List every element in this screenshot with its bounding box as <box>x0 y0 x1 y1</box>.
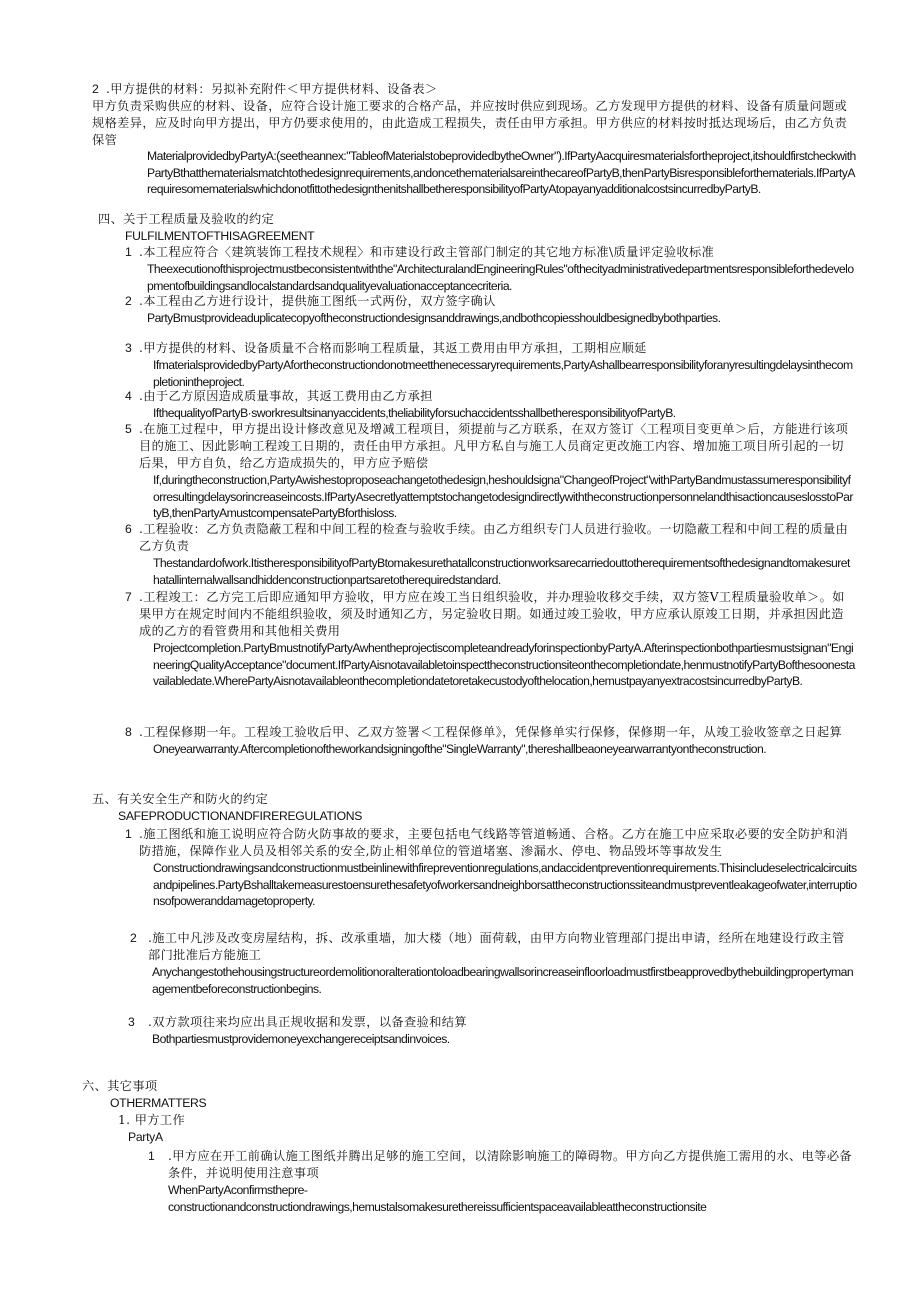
item-title-zh: .甲方提供的材料：另拟补充附件＜甲方提供材料、设备表＞ <box>106 82 438 96</box>
item-text-en: Theexecutionofthisprojectmustbeconsistentwiththe"ArchitecturalandEngineeringRules"ofthecityadministrativedepartmentsresponsibleforthedevelopmentofbuildingsandlocalstandardsandqualityevaluationacceptancecriteria. <box>147 262 854 293</box>
item-body-en: MaterialprovidedbyPartyA:(seetheannex:"TableofMaterialstobeprovidedbytheOwner").IfPartyAacquiresmaterialsfortheproject,itshouldfirstcheckwithPartyBthatthematerialsmatchtothedesignrequirements,andoncethematerialsareinthecareofPartyB,thenPartyBisresponsibleforthematerials.IfPartyArequiresomematerialswhichdonotfittothedesignthenitshallbetheresponsibilityofPartyAtopayanyadditionalcostsincurredbyPartyB. <box>147 149 856 196</box>
item-text-en: Thestandardofwork.ItistheresponsibilityofPartyBtomakesurethatallconstructionworksarecarriedouttotherequirementsofthedesignandtomakesurethatallinternalwallsandhiddenconstructionpartsaretotherequiredstandard. <box>153 556 850 587</box>
item-number: 4 <box>125 389 132 403</box>
item-text-en: If,duringtheconstruction,PartyAwishestoproposeachangetothedesign,heshouldsigna"ChangeofProject"withPartyBandmustassumeresponsibilityforresultingdelaysorincreaseincosts.IfPartyAsecretlyattemptstochangetodesigndirectlywiththeconstructionpersonnelandthisactioncauseslosstoPartyB,thenPartyAmustcompensatePartyBforthisloss. <box>153 473 853 520</box>
section-6-heading-en: OTHERMATTERS <box>110 1096 207 1110</box>
sec6-item-1 <box>148 1148 856 1218</box>
item-text-zh: .工程保修期一年。工程竣工验收后甲、乙双方签署＜工程保修单》，凭保修单实行保修，保修期一年，从竣工验收签章之日起算 <box>139 725 843 739</box>
sec4-item-8 <box>125 724 855 792</box>
item-number: 1 <box>125 827 132 841</box>
item-number: 2 <box>125 294 132 308</box>
item-number: 3 <box>128 1015 135 1029</box>
item-number: 3 <box>125 341 132 355</box>
item-text-en: IfmaterialsprovidedbyPartyAfortheconstructiondonotmeetthenecessaryrequirements,PartyAshallbearresponsibilityforanyresultingdelaysinthecompletionintheproject. <box>153 358 853 389</box>
section-6-heading-zh: 六、其它事项 <box>82 1079 158 1093</box>
sec4-item-1 <box>125 244 855 294</box>
section-5-heading-zh: 五、有关安全生产和防火的约定 <box>92 792 269 806</box>
item-text-zh: .施工中凡涉及改变房屋结构，拆、改承重墙，加大楼（地）面荷载，由甲方向物业管理部门提出申请，经所在地建设行政主管部门批准后方能施工 <box>148 931 845 962</box>
item-text-en-line-2: constructionandconstructiondrawings,hemustalsomakesurethereissufficientspaceavailableattheconstructionsite <box>168 1199 707 1214</box>
sec4-item-6 <box>125 521 855 589</box>
item-text-zh: .甲方应在开工前确认施工图纸并腾出足够的施工空间，以清除影响施工的障碍物。甲方向乙方提供施工需用的水、电等必备条件，并说明使用注意事项 <box>168 1149 852 1180</box>
item-text-zh: .甲方提供的材料、设备质量不合格而影响工程质量，其返工费用由甲方承担，工期相应顺延 <box>139 341 647 355</box>
item-text-en: IfthequalityofPartyB·sworkresultsinanyaccidents,theliabilityforsuchaccidentsshallbetheresponsibilityofPartyB. <box>153 406 676 420</box>
item-number: 2 <box>92 82 99 96</box>
sec4-item-2 <box>125 293 855 343</box>
item-body-zh: 甲方负责采购供应的材料、设备，应符合设计施工要求的合格产品，并应按时供应到现场。乙方发现甲方提供的材料、设备有质量问题或规格差异，应及时向甲方提出，甲方仍要求使用的，由此造成工程损失，责任由甲方承担。甲方供应的材料按时抵达现场后，由乙方负责保管 <box>92 99 848 147</box>
sec4-item-4 <box>125 388 855 422</box>
item-text-en: Constructiondrawingsandconstructionmustbeinlinewithfirepreventionregulations,andaccidentpreventionrequirements.Thisincludeselectricalcircuitsandpipelines.PartyBshalltakemeasurestoensurethesafetyofworkersandneighborsattheconstructionssiteandmustpreventleakageofwater,interruptionsofpoweranddamagetoproperty. <box>153 861 857 908</box>
item-text-en: PartyBmustprovideaduplicatecopyoftheconstructiondesignsanddrawings,andbothcopiesshouldbesignedbybothparties. <box>147 311 721 325</box>
sec5-item-1 <box>125 826 857 928</box>
item-text-zh: .施工图纸和施工说明应符合防火防事故的要求，主要包括电气线路等管道畅通、合格。乙方在施工中应采取必要的安全防护和消防措施，保障作业人员及相邻关系的安全,防止相邻单位的管道堵塞、渗漏水、停电、物品毁坏等事故发生 <box>139 827 849 858</box>
item-text-en: Anychangestothehousingstructureordemolitionoralterationtoloadbearingwallsorincreaseinfloorloadmustfirstbeapprovedbythebuildingpropertymanagementbeforeconstructionbegins. <box>152 965 854 996</box>
subsection-heading-en: PartyA <box>128 1130 163 1144</box>
item-text-zh: .本工程应符合〈建筑装饰工程技术规程〉和市建设行政主管部门制定的其它地方标准\质量评定验收标准 <box>139 245 715 259</box>
sec4-item-5 <box>125 421 855 521</box>
item-text-en: Bothpartiesmustprovidemoneyexchangereceiptsandinvoices. <box>152 1032 450 1046</box>
item-number: 5 <box>125 422 132 436</box>
item-number: 1 <box>148 1149 155 1163</box>
item-text-en-line-1: WhenPartyAconfirmsthepre- <box>168 1183 308 1197</box>
sec4-item-3 <box>125 340 855 390</box>
section-5-heading-en: SAFEPRODUCTIONANDFIREREGULATIONS <box>118 809 363 823</box>
item-text-zh: .由于乙方原因造成质量事故，其返工费用由乙方承担 <box>139 389 433 403</box>
subsection-heading-zh: 1. 甲方工作 <box>118 1113 186 1127</box>
item-text-zh: .在施工过程中，甲方提出设计修改意见及增减工程项目，须提前与乙方联系，在双方签订〈工程项目变更单＞后，方能进行该项目的施工、因此影响工程竣工日期的，责任由甲方承担。凡甲方私自与施工人员商定更改施工内容、增加施工项目所引起的一切后果，甲方自负，给乙方造成损失的，甲方应予赔偿 <box>139 422 849 470</box>
section-4-heading-zh: 四、关于工程质量及验收的约定 <box>98 212 275 226</box>
item-text-en: Projectcompletion.PartyBmustnotifyPartyAwhentheprojectiscompleteandreadyforinspectionbyPartyA.Afterinspectionbothpartiesmustsignan"EngineeringQualityAcceptance"document.IfPartyAisnotavailabletoinspecttheconstructionsiteonthecompletiondate,henmustnotifyPartyBofthesoonestavailabledate.WherePartyAisnotavailableonthecompletiondatetoretakecustodyofthelocation,hemustpayanyextracostsincurredbyPartyB. <box>153 641 855 688</box>
item-text-en: Oneyearwarranty.Aftercompletionoftheworkandsigningofthe"SingleWarranty",thereshallbeaoneyearwarrantyontheconstruction. <box>153 742 767 756</box>
section-4-heading-en: FULFILMENTOFTHISAGREEMENT <box>125 229 315 243</box>
sec4-item-7 <box>125 589 855 725</box>
sec5-item-3 <box>128 1014 857 1050</box>
item-text-zh: .本工程由乙方进行设计，提供施工图纸一式两份，双方签字确认 <box>139 294 496 308</box>
item-number: 1 <box>125 245 132 259</box>
item-number: 8 <box>125 725 132 739</box>
item-text-zh: .双方款项往来均应出具正规收据和发票，以备查验和结算 <box>148 1015 467 1029</box>
item-number: 6 <box>125 522 132 536</box>
sec5-item-2 <box>130 930 857 998</box>
item-text-zh: .工程竣工：乙方完工后即应通知甲方验收，甲方应在竣工当日组织验收，并办理验收移交手续，双方签Ⅴ工程质量验收单＞。如果甲方在规定时间内不能组织验收，须及时通知乙方，另定验收日期。如通过竣工验收，甲方应承认原竣工日期，并承担因此造成的乙方的看管费用和其他相关费用 <box>139 590 845 638</box>
item-text-zh: .工程验收：乙方负责隐蔽工程和中间工程的检查与验收手续。由乙方组织专门人员进行验收。一切隐蔽工程和中间工程的质量由乙方负责 <box>139 522 849 553</box>
item-number: 2 <box>130 931 137 945</box>
item-number: 7 <box>125 590 132 604</box>
